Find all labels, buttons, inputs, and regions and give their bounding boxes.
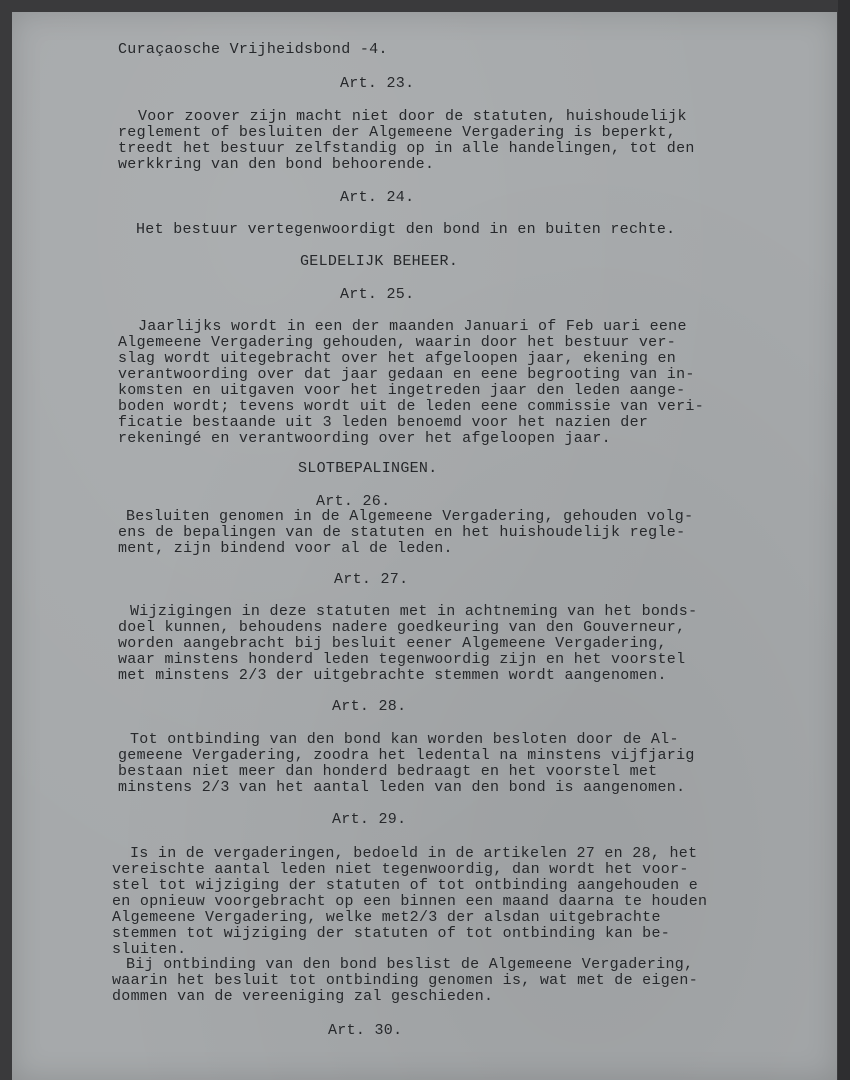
article-25-line-2: Algemeene Vergadering gehouden, waarin door het bestuur ver-: [118, 334, 677, 351]
article-27-line-3: worden aangebracht bij besluit eener Algemeene Vergadering,: [118, 635, 667, 652]
article-29-line-3: stel tot wijziging der statuten of tot ontbinding aangehouden e: [112, 877, 698, 894]
article-heading-23: Art. 23.: [340, 75, 415, 92]
article-heading-27: Art. 27.: [334, 571, 409, 588]
typewritten-page: [12, 12, 837, 1080]
article-heading-25: Art. 25.: [340, 286, 415, 303]
article-28-line-2: gemeene Vergadering, zoodra het ledental na minstens vijfjarig: [118, 747, 695, 764]
article-heading-24: Art. 24.: [340, 189, 415, 206]
article-24-line-1: Het bestuur vertegenwoordigt den bond in en buiten rechte.: [136, 221, 676, 238]
article-27-line-5: met minstens 2/3 der uitgebrachte stemmen wordt aangenomen.: [118, 667, 667, 684]
section-heading-final: SLOTBEPALINGEN.: [298, 460, 438, 477]
scan-border-right: [838, 0, 850, 1080]
article-29-line-8: Bij ontbinding van den bond beslist de Algemeene Vergadering,: [126, 956, 694, 973]
article-heading-28: Art. 28.: [332, 698, 407, 715]
article-28-line-1: Tot ontbinding van den bond kan worden besloten door de Al-: [130, 731, 679, 748]
article-27-line-1: Wijzigingen in deze statuten met in achtneming van het bonds-: [130, 603, 698, 620]
article-26-line-3: ment, zijn bindend voor al de leden.: [118, 540, 453, 557]
article-23-line-4: werkkring van den bond behoorende.: [118, 156, 435, 173]
article-25-line-8: rekeningé en verantwoording over het afgeloopen jaar.: [118, 430, 611, 447]
article-25-line-7: ficatie bestaande uit 3 leden benoemd voor het nazien der: [118, 414, 649, 431]
article-29-line-6: stemmen tot wijziging der statuten of tot ontbinding kan be-: [112, 925, 671, 942]
article-23-line-3: treedt het bestuur zelfstandig op in alle handelingen, tot den: [118, 140, 695, 157]
article-29-line-5: Algemeene Vergadering, welke met2/3 der alsdan uitgebrachte: [112, 909, 661, 926]
section-heading-financial: GELDELIJK BEHEER.: [300, 253, 459, 270]
document-header: Curaçaosche Vrijheidsbond -4.: [118, 41, 388, 58]
article-25-line-3: slag wordt uitegebracht over het afgeloopen jaar, ekening en: [118, 350, 677, 367]
article-heading-26: Art. 26.: [316, 493, 391, 510]
article-25-line-6: boden wordt; tevens wordt uit de leden eene commissie van veri-: [118, 398, 704, 415]
article-25-line-5: komsten en uitgaven voor het ingetreden jaar den leden aange-: [118, 382, 686, 399]
article-29-line-4: en opnieuw voorgebracht op een binnen een maand daarna te houden: [112, 893, 708, 910]
article-27-line-2: doel kunnen, behoudens nadere goedkeuring van den Gouverneur,: [118, 619, 686, 636]
article-29-line-7: sluiten.: [112, 941, 187, 958]
article-23-line-1: Voor zoover zijn macht niet door de statuten, huishoudelijk: [138, 108, 687, 125]
article-28-line-4: minstens 2/3 van het aantal leden van den bond is aangenomen.: [118, 779, 686, 796]
article-25-line-4: verantwoording over dat jaar gedaan en eene begrooting van in-: [118, 366, 695, 383]
article-heading-30: Art. 30.: [328, 1022, 403, 1039]
article-23-line-2: reglement of besluiten der Algemeene Vergadering is beperkt,: [118, 124, 677, 141]
article-26-line-2: ens de bepalingen van de statuten en het huishoudelijk regle-: [118, 524, 686, 541]
article-29-line-1: Is in de vergaderingen, bedoeld in de artikelen 27 en 28, het: [130, 845, 698, 862]
article-27-line-4: waar minstens honderd leden tegenwoordig zijn en het voorstel: [118, 651, 686, 668]
article-29-line-9: waarin het besluit tot ontbinding genomen is, wat met de eigen-: [112, 972, 698, 989]
article-28-line-3: bestaan niet meer dan honderd bedraagt en het voorstel met: [118, 763, 658, 780]
article-29-line-10: dommen van de vereeniging zal geschieden.: [112, 988, 494, 1005]
article-25-line-1: Jaarlijks wordt in een der maanden Januari of Feb uari eene: [138, 318, 687, 335]
article-29-line-2: vereischte aantal leden niet tegenwoordig, dan wordt het voor-: [112, 861, 689, 878]
article-26-line-1: Besluiten genomen in de Algemeene Vergadering, gehouden volg-: [126, 508, 694, 525]
article-heading-29: Art. 29.: [332, 811, 407, 828]
